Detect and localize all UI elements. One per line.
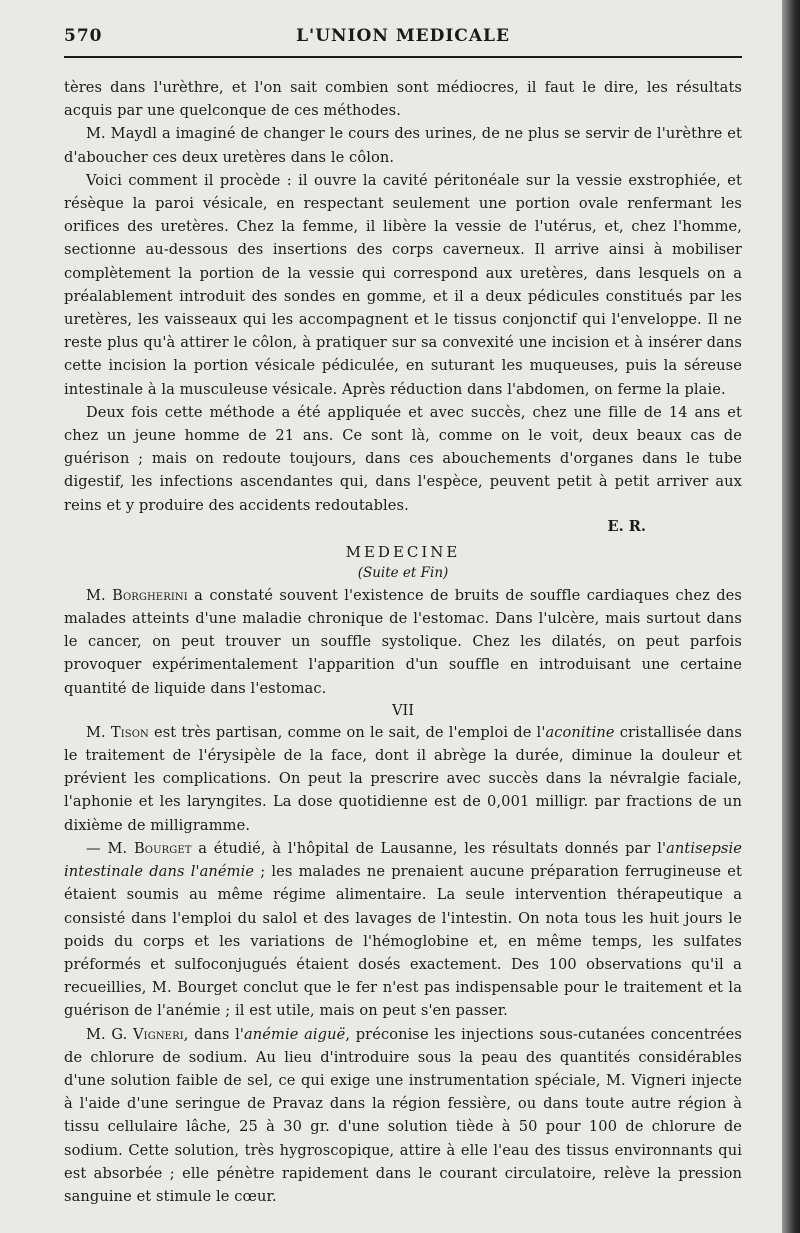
surgery-section [64,76,742,537]
author-name: M. Borgherini [86,586,188,604]
paragraph-text: , dans l' [183,1025,244,1043]
page-header [64,20,742,50]
section-subtitle: (Suite et Fin) [357,564,449,581]
author-name: M. Tison [86,723,149,741]
paragraph-text: , préconise les injections sous-cutanées concentrées de chlorure de sodium. Au lieu d'introduire sous la peau des quantités considérables d'une solution faible de sel, ce qui exige une instrumentation spéciale, M. Vigneri injecte à l'aide d'une seringue de Pravaz dans la région fessière, ou dans toute autre région à tissu cellulaire lâche, 25 à 30 gr. d'une solution tiède à 50 pour 100 de chlorure de sodium. Cette solution, très hygroscopique, attire à elle l'eau des tissus environnants qui est absorbée ; elle pénètre rapidement dans le courant circulatoire, relève la pression sanguine et stimule le cœur. [64,1025,742,1205]
running-title: L'UNION MEDICALE [296,26,510,46]
paragraph [64,721,742,837]
author-name: M. Bourget [107,839,192,857]
paragraph [64,584,742,700]
medicine-section [64,541,742,1208]
paragraph: Deux fois cette méthode a été appliquée et avec succès, chez une fille de 14 ans et chez un jeune homme de 21 ans. Ce sont là, comme on le voit, deux beaux cas de guérison ; mais on redoute toujours, dans ces abouchements d'organes dans le tube digestif, les infections ascendantes qui, dans l'espèce, peuvent petit à petit arriver aux reins et y produire des accidents redoutables. [64,403,742,514]
paragraph: M. Maydl a imaginé de changer le cours des urines, de ne plus se servir de l'urèthre et d'aboucher ces deux uretères dans le côlon. [64,125,742,166]
author-signature: E. R. [607,517,646,535]
author-name: M. G. Vigneri [86,1025,184,1043]
em-dash: — [86,839,108,857]
book-binding-edge [782,0,800,1233]
section-title: MEDECINE [345,542,461,561]
paragraph-text: a constaté souvent l'existence de bruits de souffle cardiaques chez des malades atteints d'une maladie chronique de l'estomac. Dans l'ulcère, mais surtout dans le cancer, on peut trouver un souffle systolique. Chez les dilatés, on peut parfois provoquer expérimentalement l'apparition d'un souffle en introduisant une certaine quantité de liquide dans l'estomac. [64,586,742,697]
paragraph-text: cristallisée dans le traitement de l'érysipèle de la face, dont il abrège la durée, diminue la douleur et prévient les complications. On peut la prescrire avec succès dans la névralgie faciale, l'aphonie et les laryngites. La dose quotidienne est de 0,001 milligr. par fractions de un dixième de milligramme. [64,723,742,834]
emphasis: anémie aiguë [243,1025,346,1043]
paragraph: Voici comment il procède : il ouvre la cavité péritonéale sur la vessie exstrophiée, et résèque la paroi vésicale, en respectant seulement une portion ovale renfermant les orifices des uretères. Chez la femme, il libère la vessie de l'utérus, et, chez l'homme, sectionne au-dessous des insertions des corps caverneux. Il arrive ainsi à mobiliser complètement la portion de la vessie qui correspond aux uretères, dans lesquels on a préalablement introduit des sondes en gomme, et il a deux pédicules constitués par les uretères, les vaisseaux qui les accompagnent et le tissus conjonctif qui l'enveloppe. Il ne reste plus qu'à attirer le côlon, à pratiquer sur sa convexité une incision et à insérer dans cette incision la portion vésicale pédiculée, en suturant les muqueuses, puis la séreuse intestinale à la musculeuse vésicale. Après réduction dans l'abdomen, on ferme la plaie. [64,171,742,398]
paragraph-text: a étudié, à l'hôpital de Lausanne, les résultats donnés par l' [191,839,667,857]
paragraph [64,1023,742,1209]
paragraph-text: est très partisan, comme on le sait, de l'emploi de l' [148,723,546,741]
paragraph [64,837,742,1023]
page-number: 570 [64,26,103,46]
header-rule [64,56,742,58]
emphasis: aconitine [545,723,615,741]
paragraph-text: ; les malades ne prenaient aucune préparation ferrugineuse et étaient soumis au même régime alimentaire. La seule intervention thérapeutique a consisté dans l'emploi du salol et des lavages de l'intestin. On nota tous les huit jours le poids du corps et les variations de l'hémoglobine et, en même temps, les sulfates préformés et sulfoconjugués étaient dosés exactement. Des 100 observations qu'il a recueillies, M. Bourget conclut que le fer n'est pas indispensable pour le traitement et la guérison de l'anémie ; il est utile, mais on peut s'en passer. [64,863,742,1020]
paragraph: tères dans l'urèthre, et l'on sait combien sont médiocres, il faut le dire, les résultats acquis par une quelconque de ces méthodes. [64,79,742,120]
chapter-number: VII [391,701,415,719]
emphasis: antisepsie intestinale dans l'anémie [64,839,743,881]
